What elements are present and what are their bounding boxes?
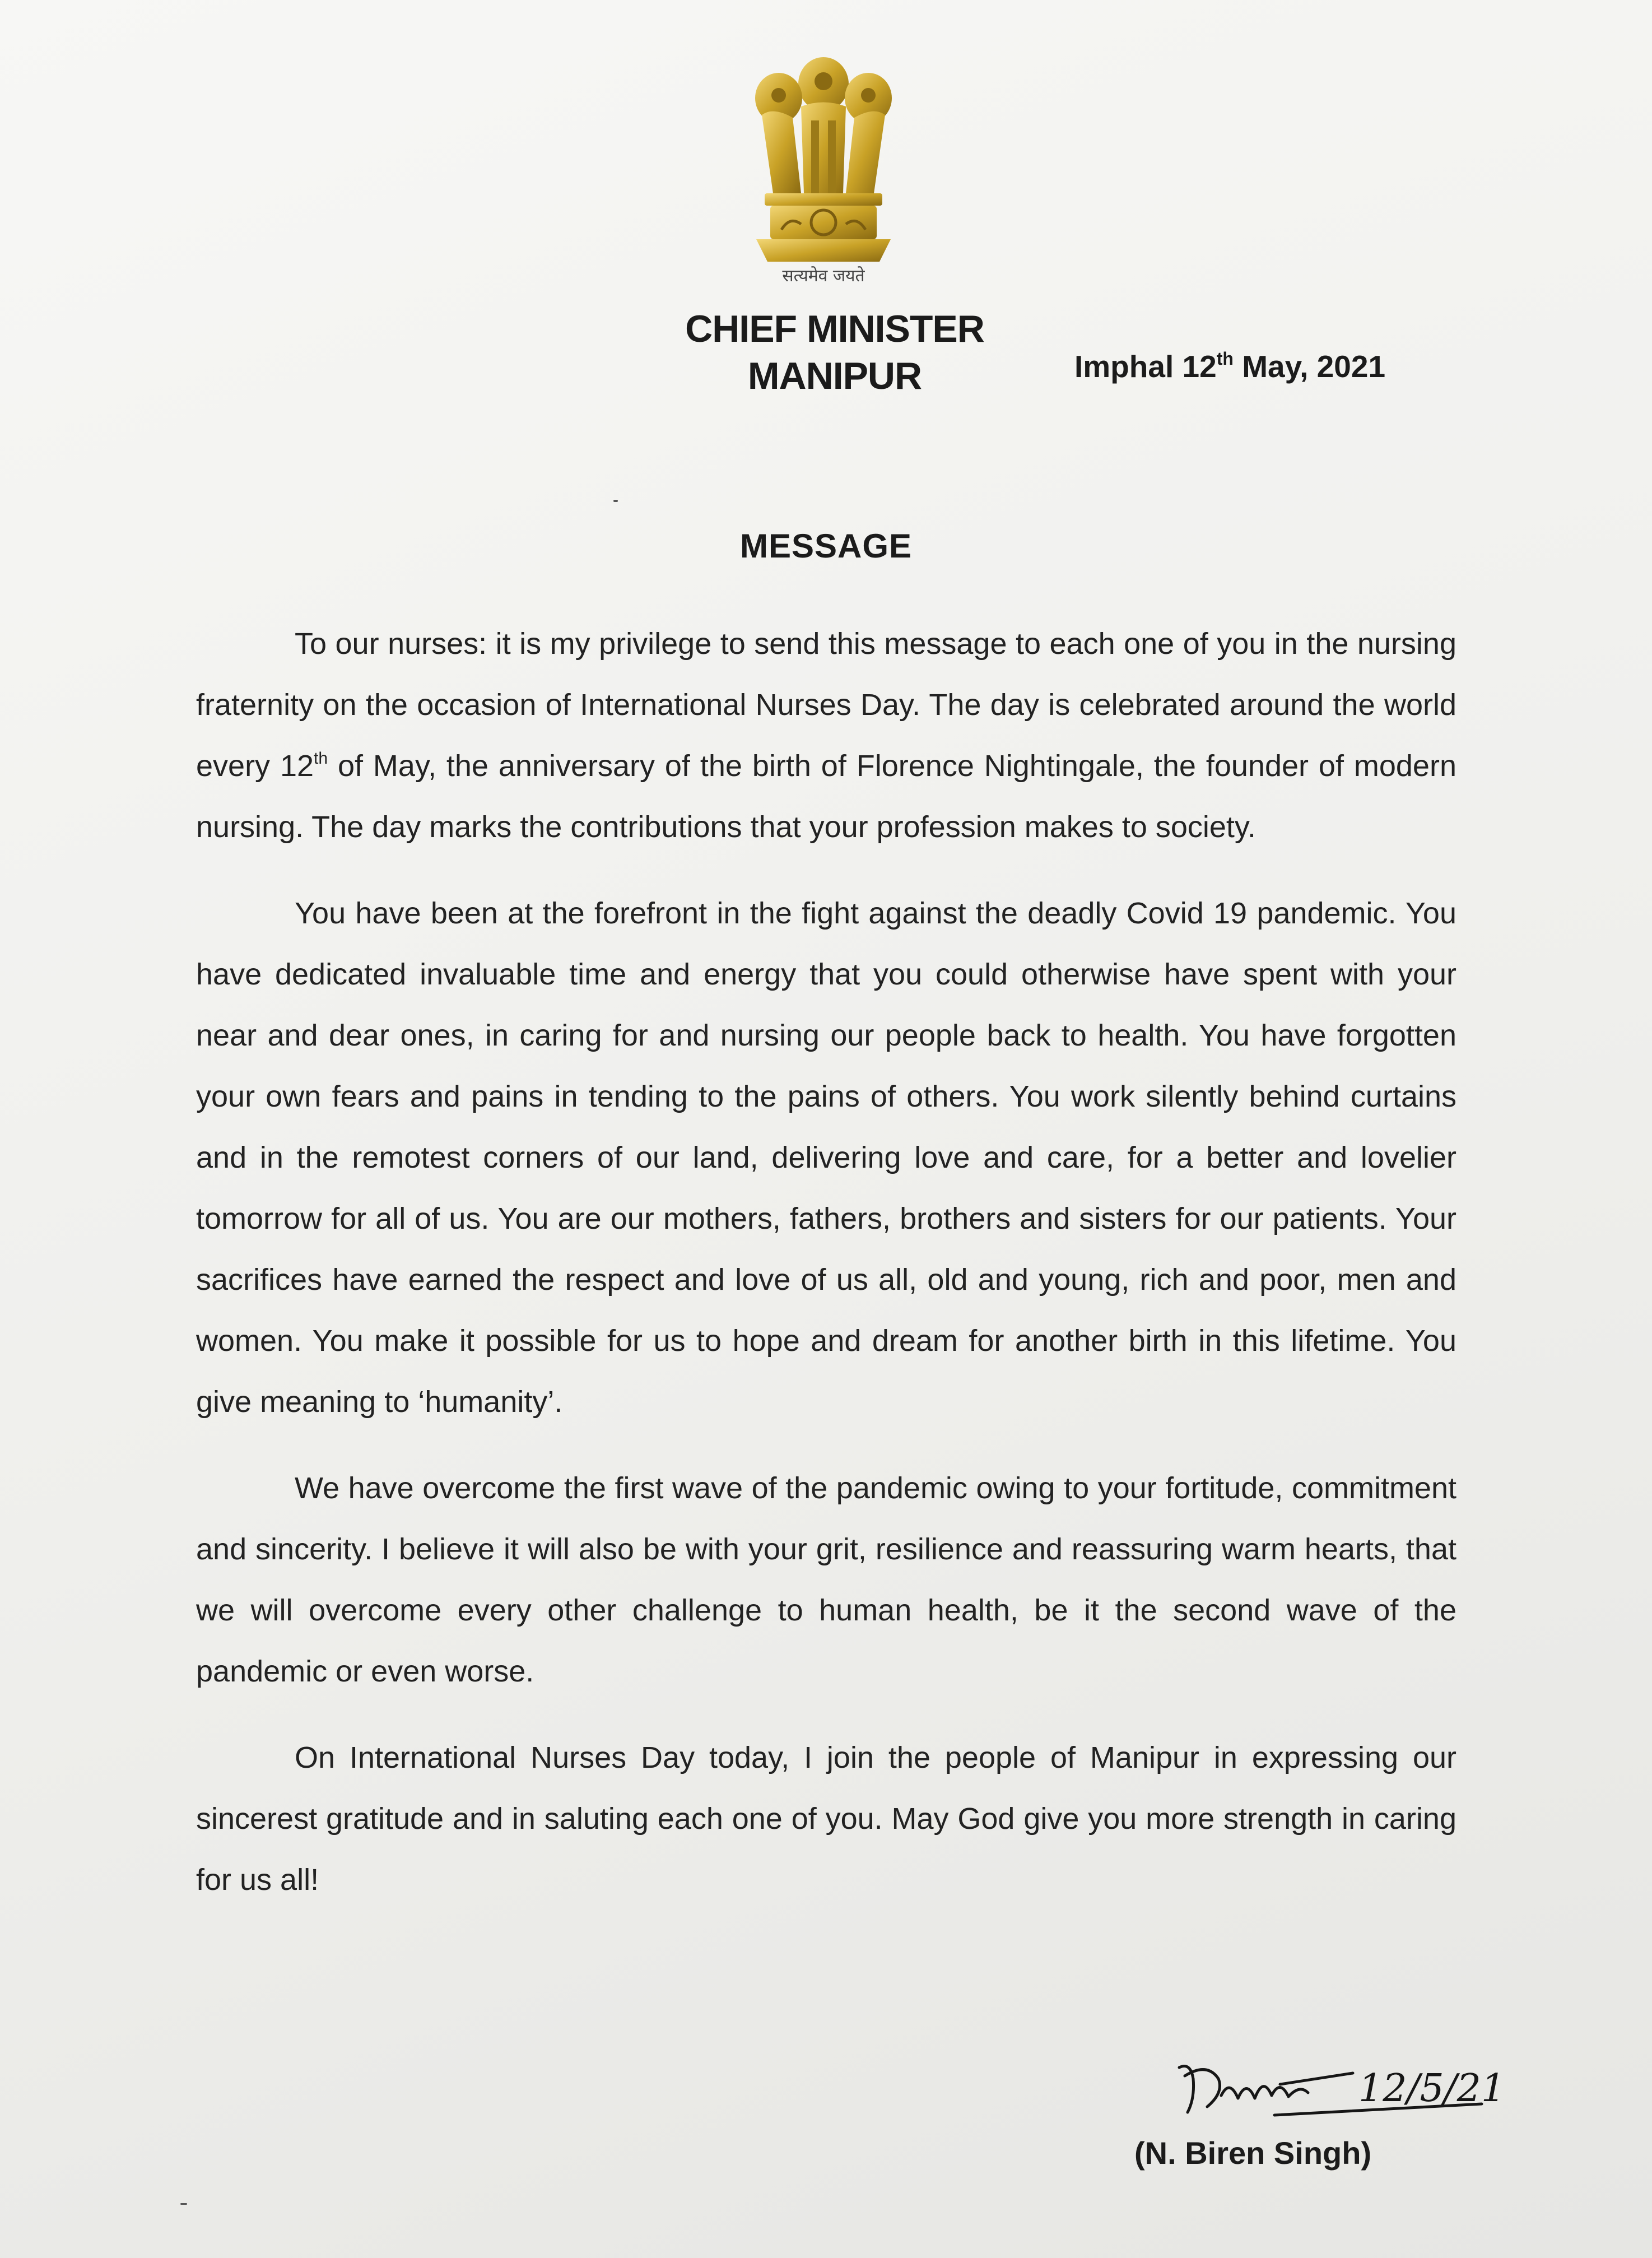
office-title — [605, 305, 1064, 399]
signature-date: 12/5/21 — [1358, 2066, 1506, 2111]
date-ordinal: th — [1216, 349, 1234, 369]
signer-name: (N. Biren Singh) — [1134, 2135, 1372, 2171]
paragraph-1-part-b: of May, the anniversary of the birth of Florence Nightingale, the founder of modern nursing. The day marks the contributions that your profession makes to society. — [196, 749, 1456, 844]
office-title-line1: CHIEF MINISTER — [685, 308, 984, 350]
state-emblem-icon — [739, 53, 908, 294]
paragraph-2: You have been at the forefront in the fight against the deadly Covid 19 pandemic. You have dedicated invaluable time and energy that you could otherwise have spent with your near and dear ones, in caring for and nursing our people back to health. You have forgotten your own fears and pains in tending to the pains of others. You work silently behind curtains and in the remotest corners of our land, delivering love and care, for a better and lovelier tomorrow for all of us. You are our mothers, fathers, brothers and sisters for our patients. Your sacrifices have earned the respect and love of us all, old and young, rich and poor, men and women. You make it possible for us to hope and dream for another birth in this lifetime. You give meaning to ‘humanity’. — [196, 896, 1456, 1419]
paragraph-4: On International Nurses Day today, I join the people of Manipur in expressing our sincerest gratitude and in saluting each one of you. May God give you more strength in caring for us all! — [196, 1741, 1456, 1897]
paragraph-3: We have overcome the first wave of the pandemic owing to your fortitude, commitment and sincerity. I believe it will also be with your grit, resilience and reassuring warm hearts, that we will overcome every other challenge to human health, be it the second wave of the pandemic or even worse. — [196, 1471, 1456, 1688]
paper-speck — [180, 2203, 187, 2205]
handwritten-signature — [1168, 2045, 1506, 2146]
date-rest: May, 2021 — [1233, 349, 1386, 384]
paper-speck — [613, 500, 618, 502]
paragraph-1-part-a: To our nurses: it is my privilege to send this message to each one of you in the nursing fraternity on the occasion of International Nurses Day. The day is celebrated around the world every 12 — [196, 627, 1456, 783]
date-place: Imphal 12 — [1074, 349, 1217, 384]
message-body — [196, 614, 1456, 1936]
paragraph-1 — [196, 614, 1456, 858]
message-heading: MESSAGE — [739, 527, 913, 565]
paragraph-1-ordinal: th — [314, 749, 328, 768]
letter-date — [1074, 349, 1385, 384]
emblem-motto: सत्यमेव जयते — [782, 266, 865, 286]
office-title-line2: MANIPUR — [747, 355, 922, 397]
